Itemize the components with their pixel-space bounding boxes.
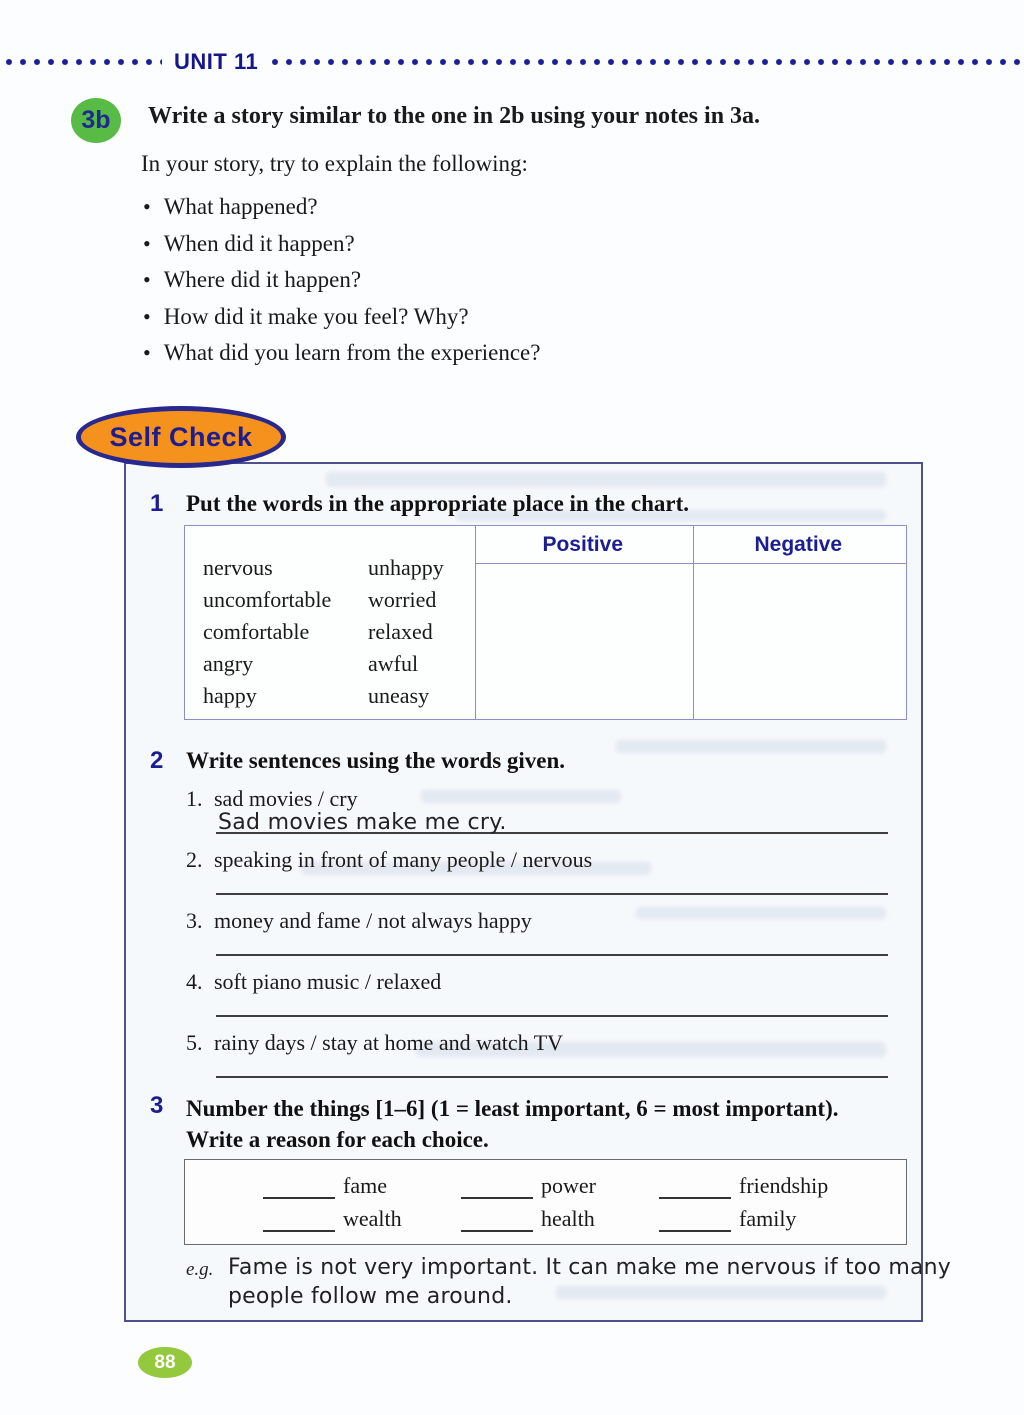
sentence-item <box>186 908 888 956</box>
sentence-item <box>186 969 888 1017</box>
number-blank <box>461 1212 533 1232</box>
bullet-text: What did you learn from the experience? <box>163 340 541 366</box>
numbering-item <box>263 1206 461 1232</box>
numbering-item <box>659 1206 857 1232</box>
section1-title: Put the words in the appropriate place in the chart. <box>186 491 690 516</box>
item-prompt: speaking in front of many people / nervous <box>214 847 593 872</box>
word: happy <box>203 683 257 708</box>
bullet-item <box>143 262 540 299</box>
word: unhappy <box>368 555 444 580</box>
thing-label: power <box>541 1172 596 1198</box>
number-blank <box>263 1179 335 1199</box>
numbering-item <box>461 1206 659 1232</box>
chart-header-row <box>475 526 906 564</box>
bullet-icon: • <box>143 267 151 293</box>
word: worried <box>368 587 437 612</box>
number-blank <box>263 1212 335 1232</box>
item-prompt: soft piano music / relaxed <box>214 969 442 994</box>
example-line1: Fame is not very important. It can make me nervous if too many <box>228 1255 951 1280</box>
sentence-item <box>186 1030 888 1078</box>
item-number: 5. <box>186 1030 203 1055</box>
item-prompt: sad movies / cry <box>214 786 358 811</box>
bullet-text: How did it make you feel? Why? <box>163 303 469 329</box>
word: nervous <box>203 555 273 580</box>
word: relaxed <box>368 619 433 644</box>
item-prompt: money and fame / not always happy <box>214 908 532 933</box>
item-prompt: rainy days / stay at home and watch TV <box>214 1030 564 1055</box>
word-bank-col2 <box>368 552 444 719</box>
item-number: 4. <box>186 969 203 994</box>
chart-header-positive: Positive <box>542 532 624 556</box>
numbering-item <box>659 1173 857 1199</box>
numbering-row <box>263 1173 906 1199</box>
word-chart <box>184 525 907 720</box>
number-blank <box>461 1179 533 1199</box>
thing-label: friendship <box>739 1172 829 1198</box>
self-check-badge: Self Check <box>76 406 286 468</box>
numbering-box <box>184 1159 907 1245</box>
answer-line <box>216 934 888 956</box>
bullet-icon: • <box>143 340 151 366</box>
dotted-rule <box>0 49 1024 74</box>
word: awful <box>368 651 419 676</box>
bullet-text: When did it happen? <box>163 230 355 256</box>
bullet-text: What happened? <box>163 194 318 220</box>
bullet-text: Where did it happen? <box>163 267 362 293</box>
handwritten-answer: Sad movies make me cry. <box>218 810 507 835</box>
numbering-item <box>263 1173 461 1199</box>
thing-label: wealth <box>343 1205 402 1231</box>
section3-title: Number the things [1–6] (1 = least important, 6 = most important). Write a reason for each choice. <box>186 1096 839 1152</box>
bullet-icon: • <box>143 194 151 220</box>
word-bank-col1 <box>203 552 368 719</box>
unit-title: UNIT 11 <box>162 49 270 75</box>
numbering-row <box>263 1206 906 1232</box>
thing-label: health <box>541 1205 595 1231</box>
item-number: 3. <box>186 908 203 933</box>
self-check-box <box>124 462 951 1322</box>
activity-title: Write a story similar to the one in 2b using your notes in 3a. <box>148 103 761 129</box>
word-bank <box>185 526 475 719</box>
bullet-item <box>143 335 540 372</box>
activity-intro: In your story, try to explain the following: <box>141 151 528 176</box>
item-number: 1. <box>186 786 203 811</box>
answer-line <box>216 995 888 1017</box>
bullet-item <box>143 189 540 226</box>
section3-number: 3 <box>150 1092 164 1119</box>
word: uncomfortable <box>203 587 332 612</box>
page-number-badge: 88 <box>138 1347 192 1378</box>
section1-number: 1 <box>150 490 164 517</box>
bullet-icon: • <box>143 230 151 256</box>
sentence-exercise-list <box>186 786 888 1091</box>
numbering-item <box>461 1173 659 1199</box>
answer-line <box>216 1056 888 1078</box>
section2-title: Write sentences using the words given. <box>186 748 566 773</box>
bleed-through <box>616 740 886 753</box>
word: uneasy <box>368 683 430 708</box>
item-number: 2. <box>186 847 203 872</box>
activity-badge-3b: 3b <box>71 98 121 143</box>
example-label: e.g. <box>186 1259 214 1280</box>
example-line2: people follow me around. <box>228 1284 513 1309</box>
chart-header-negative: Negative <box>754 532 843 556</box>
number-blank <box>659 1212 731 1232</box>
word: comfortable <box>203 619 310 644</box>
bullet-icon: • <box>143 303 151 329</box>
bullet-item <box>143 299 540 336</box>
number-blank <box>659 1179 731 1199</box>
thing-label: family <box>739 1205 797 1231</box>
bleed-through <box>326 472 886 487</box>
example-text <box>228 1253 951 1311</box>
answer-line <box>216 812 888 834</box>
bullet-list <box>143 189 540 372</box>
sentence-item <box>186 847 888 895</box>
word: angry <box>203 651 254 676</box>
bullet-item <box>143 226 540 263</box>
thing-label: fame <box>343 1172 387 1198</box>
answer-line <box>216 873 888 895</box>
section2-number: 2 <box>150 747 164 774</box>
sentence-item <box>186 786 888 834</box>
